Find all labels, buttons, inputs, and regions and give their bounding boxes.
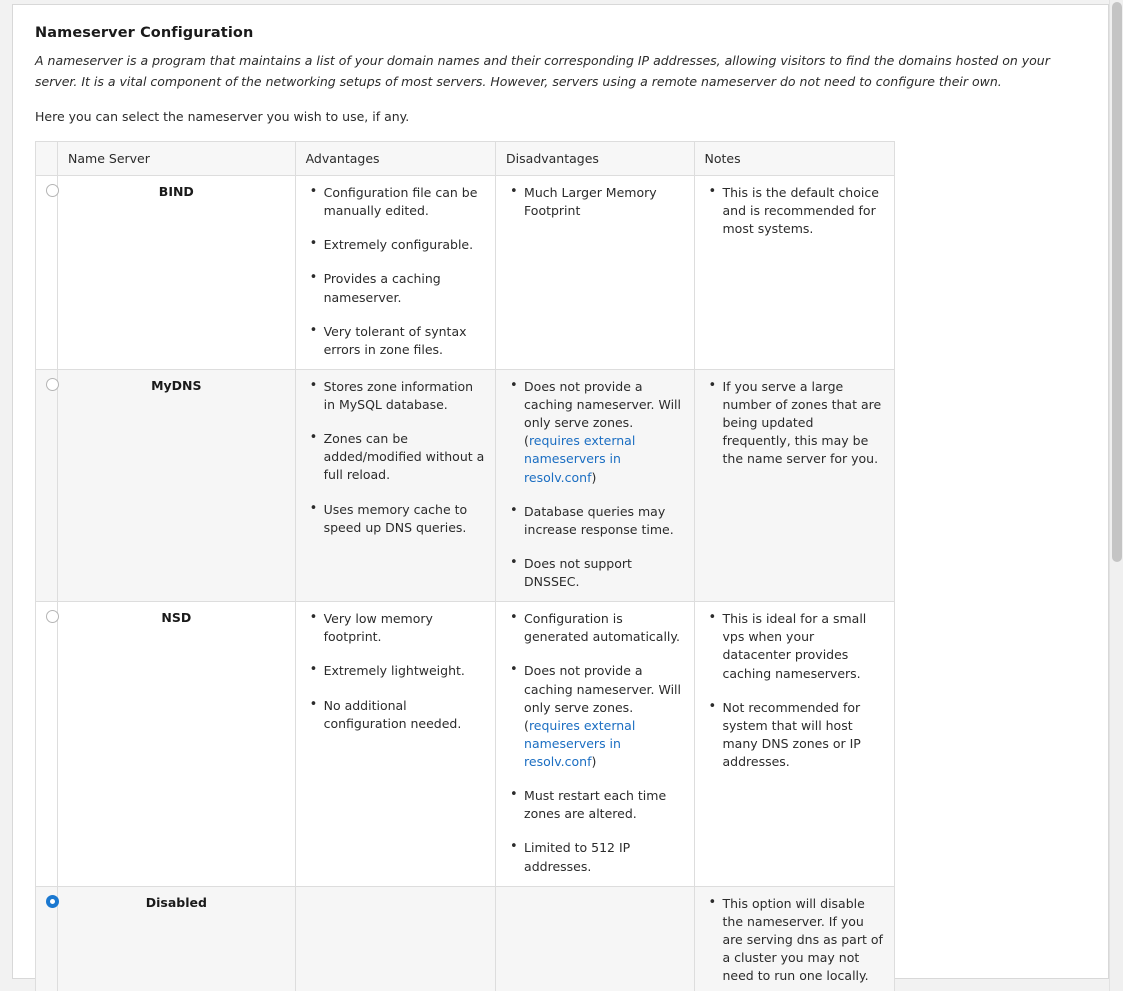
bullet-item: • No additional configuration needed. <box>322 697 485 733</box>
bullet-item: • Does not provide a caching nameserver. Will only serve zones. (requires external nameservers in resolv.conf) <box>522 662 683 771</box>
table-header <box>36 142 895 176</box>
column-header-disadvantages: Disadvantages <box>496 142 694 176</box>
column-header-advantages: Advantages <box>295 142 495 176</box>
nameserver-label-mydns: MyDNS <box>58 369 296 601</box>
radio-button-mydns[interactable] <box>46 378 59 391</box>
bullet-list <box>506 610 683 876</box>
table-row[interactable] <box>36 369 895 601</box>
table-body <box>36 176 895 991</box>
bullet-item: • Uses memory cache to speed up DNS queries. <box>322 501 485 537</box>
resolv-conf-link[interactable]: requires external nameservers in resolv.conf <box>524 717 636 769</box>
notes-cell <box>694 369 895 601</box>
bullet-item: • Very tolerant of syntax errors in zone files. <box>322 323 485 359</box>
page-scrollbar-thumb[interactable] <box>1112 2 1122 562</box>
nameserver-label-disabled: Disabled <box>58 886 296 991</box>
resolv-conf-link[interactable]: requires external nameservers in resolv.conf <box>524 433 636 485</box>
radio-button-nsd[interactable] <box>46 610 59 623</box>
radio-cell-mydns[interactable] <box>36 369 58 601</box>
intro-paragraph: A nameserver is a program that maintains a list of your domain names and their corresponding IP addresses, allowing visitors to find the domains hosted on your server. It is a vital component of the networking setups of most servers. However, servers using a remote nameserver do not need to configure their own. <box>35 53 1050 89</box>
disadvantages-cell <box>496 886 694 991</box>
table-row[interactable] <box>36 886 895 991</box>
page-scrollbar[interactable] <box>1109 0 1123 991</box>
bullet-item: • This is ideal for a small vps when your datacenter provides caching nameservers. <box>721 610 885 683</box>
bullet-list <box>705 895 885 986</box>
bullet-list <box>705 378 885 469</box>
column-header-notes: Notes <box>694 142 895 176</box>
page-title: Nameserver Configuration <box>35 25 254 41</box>
bullet-item: • Limited to 512 IP addresses. <box>522 839 683 875</box>
radio-button-disabled[interactable] <box>46 895 59 908</box>
nameserver-table <box>35 141 895 991</box>
bullet-item: • Configuration is generated automatically. <box>522 610 683 646</box>
bullet-item: • Extremely lightweight. <box>322 662 485 680</box>
bullet-item: • This option will disable the nameserver. If you are serving dns as part of a cluster you may not need to run one locally. <box>721 895 885 986</box>
table-header-row <box>36 142 895 176</box>
bullet-item: • This is the default choice and is recommended for most systems. <box>721 184 885 238</box>
disadvantages-cell <box>496 369 694 601</box>
bullet-item: • Configuration file can be manually edited. <box>322 184 485 220</box>
bullet-list <box>306 378 485 537</box>
advantages-cell <box>295 176 495 370</box>
advantages-cell <box>295 886 495 991</box>
column-header-radio <box>36 142 58 176</box>
notes-cell <box>694 176 895 370</box>
bullet-item: • Does not support DNSSEC. <box>522 555 683 591</box>
radio-button-bind[interactable] <box>46 184 59 197</box>
nameserver-label-nsd: NSD <box>58 602 296 887</box>
bullet-item: • Must restart each time zones are altered. <box>522 787 683 823</box>
disadvantages-cell <box>496 602 694 887</box>
table-row[interactable] <box>36 176 895 370</box>
bullet-list <box>506 378 683 591</box>
bullet-item: • Stores zone information in MySQL database. <box>322 378 485 414</box>
notes-cell <box>694 886 895 991</box>
bullet-item: • Not recommended for system that will host many DNS zones or IP addresses. <box>721 699 885 772</box>
bullet-item: • Does not provide a caching nameserver. Will only serve zones. (requires external nameservers in resolv.conf) <box>522 378 683 487</box>
radio-cell-disabled[interactable] <box>36 886 58 991</box>
sub-intro-paragraph: Here you can select the nameserver you wish to use, if any. <box>35 109 410 125</box>
bullet-list <box>306 610 485 733</box>
bullet-item: • Database queries may increase response time. <box>522 503 683 539</box>
bullet-item: • Extremely configurable. <box>322 236 485 254</box>
bullet-item: • Zones can be added/modified without a full reload. <box>322 430 485 484</box>
nameserver-configuration-panel <box>12 4 1109 984</box>
bullet-list <box>705 184 885 238</box>
bullet-list <box>705 610 885 771</box>
advantages-cell <box>295 369 495 601</box>
radio-cell-nsd[interactable] <box>36 602 58 887</box>
bullet-item: • Much Larger Memory Footprint <box>522 184 683 220</box>
bullet-list <box>306 184 485 359</box>
bullet-item: • Provides a caching nameserver. <box>322 270 485 306</box>
bullet-list <box>506 184 683 220</box>
advantages-cell <box>295 602 495 887</box>
disadvantages-cell <box>496 176 694 370</box>
radio-cell-bind[interactable] <box>36 176 58 370</box>
table-row[interactable] <box>36 602 895 887</box>
column-header-name-server: Name Server <box>58 142 296 176</box>
notes-cell <box>694 602 895 887</box>
nameserver-label-bind: BIND <box>58 176 296 370</box>
bullet-item: • Very low memory footprint. <box>322 610 485 646</box>
bullet-item: • If you serve a large number of zones that are being updated frequently, this may be the name server for you. <box>721 378 885 469</box>
